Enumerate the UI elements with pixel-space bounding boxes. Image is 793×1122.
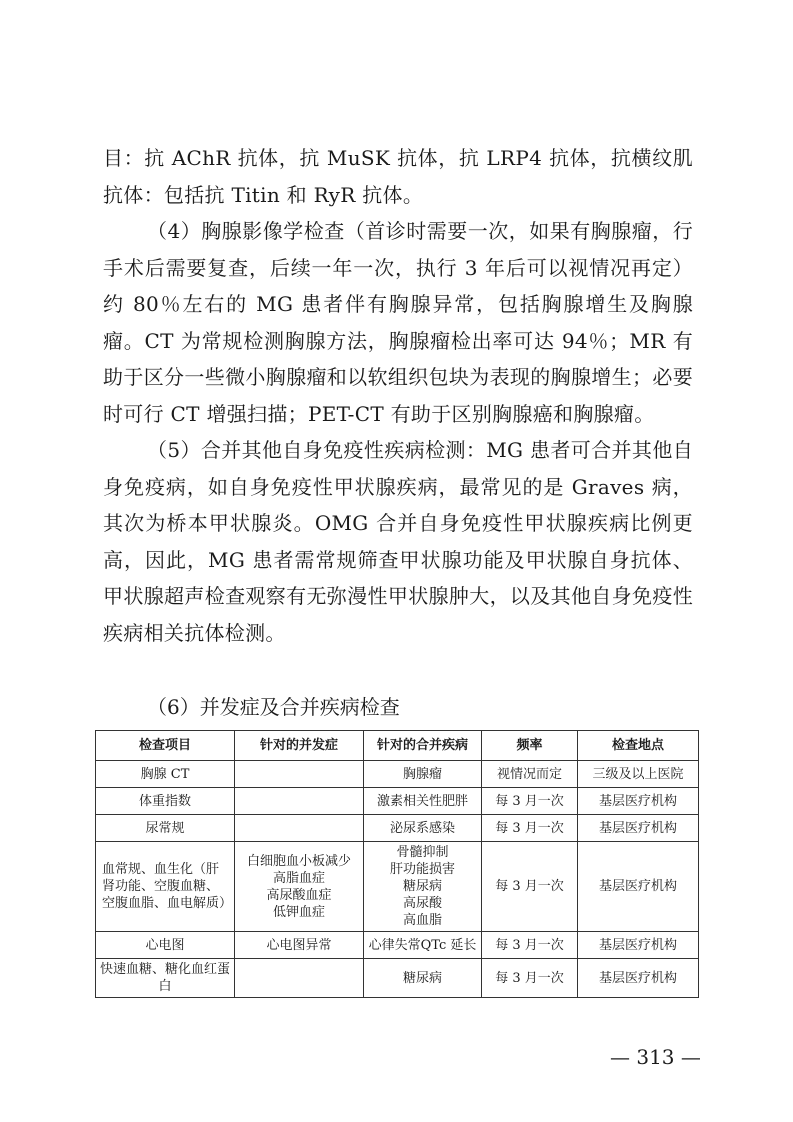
- table-row: [96, 932, 699, 959]
- paragraph-thymus-imaging: （4）胸腺影像学检查（首诊时需要一次，如果有胸腺瘤，行手术后需要复查，后续一年一次，执行 3 年后可以视情况再定）约 80％左右的 MG 患者伴有胸腺异常，包括胸腺增生及胸腺瘤。CT 为常规检测胸腺方法，胸腺瘤检出率可达 94％；MR 有助于区分一些微小胸腺瘤和以软组织包块为表现的胸腺增生；必要时可行 CT 增强扫描；PET-CT 有助于区别胸腺癌和胸腺瘤。: [103, 219, 693, 426]
- page-number: — 313 —: [610, 1045, 701, 1069]
- paragraph-autoimmune: （5）合并其他自身免疫性疾病检测：MG 患者可合并其他自身免疫病，如自身免疫性甲状腺疾病，最常见的是 Graves 病，其次为桥本甲状腺炎。OMG 合并自身免疫性甲状腺疾病比例更高，因此，MG 患者需常规筛查甲状腺功能及甲状腺自身抗体、甲状腺超声检查观察有无弥漫性甲状腺肿大，以及其他自身免疫性疾病相关抗体检测。: [103, 438, 693, 645]
- body-text: [103, 140, 693, 651]
- cell-frequency: 每 3 月一次: [482, 959, 578, 998]
- cell-complication: [235, 788, 364, 815]
- table-row: [96, 842, 699, 932]
- cell-exam-item: 血常规、血生化（肝肾功能、空腹血糖、空腹血脂、血电解质）: [96, 842, 235, 932]
- header-complication: 针对的并发症: [235, 731, 364, 761]
- cell-location: 基层医疗机构: [578, 815, 699, 842]
- cell-exam-item: 胸腺 CT: [96, 761, 235, 788]
- cell-location: 基层医疗机构: [578, 932, 699, 959]
- table-row: [96, 815, 699, 842]
- cell-comorbidity: 心律失常QTc 延长: [364, 932, 482, 959]
- cell-exam-item: 尿常规: [96, 815, 235, 842]
- header-comorbidity: 针对的合并疾病: [364, 731, 482, 761]
- cell-exam-item: 快速血糖、糖化血红蛋白: [96, 959, 235, 998]
- cell-comorbidity: 糖尿病: [364, 959, 482, 998]
- cell-exam-item: 心电图: [96, 932, 235, 959]
- cell-comorbidity: 泌尿系感染: [364, 815, 482, 842]
- cell-location: 基层医疗机构: [578, 788, 699, 815]
- header-exam-item: 检查项目: [96, 731, 235, 761]
- cell-location: 三级及以上医院: [578, 761, 699, 788]
- header-location: 检查地点: [578, 731, 699, 761]
- table-heading: （6）并发症及合并疾病检查: [147, 695, 400, 719]
- cell-complication: [235, 959, 364, 998]
- cell-comorbidity: 胸腺瘤: [364, 761, 482, 788]
- table-row: [96, 959, 699, 998]
- cell-exam-item: 体重指数: [96, 788, 235, 815]
- header-frequency: 频率: [482, 731, 578, 761]
- complication-exam-table: [95, 730, 699, 998]
- cell-complication: 心电图异常: [235, 932, 364, 959]
- table-header-row: [96, 731, 699, 761]
- cell-complication: 白细胞血小板减少 高脂血症 高尿酸血症 低钾血症: [235, 842, 364, 932]
- cell-frequency: 每 3 月一次: [482, 842, 578, 932]
- cell-frequency: 每 3 月一次: [482, 815, 578, 842]
- cell-location: 基层医疗机构: [578, 959, 699, 998]
- cell-frequency: 每 3 月一次: [482, 788, 578, 815]
- table-row: [96, 788, 699, 815]
- cell-comorbidity: 骨髓抑制 肝功能损害 糖尿病 高尿酸 高血脂: [364, 842, 482, 932]
- cell-comorbidity: 激素相关性肥胖: [364, 788, 482, 815]
- table-row: [96, 761, 699, 788]
- paragraph-antibodies: 目：抗 AChR 抗体，抗 MuSK 抗体，抗 LRP4 抗体，抗横纹肌抗体：包括抗 Titin 和 RyR 抗体。: [103, 146, 693, 207]
- cell-complication: [235, 761, 364, 788]
- cell-complication: [235, 815, 364, 842]
- cell-frequency: 每 3 月一次: [482, 932, 578, 959]
- cell-location: 基层医疗机构: [578, 842, 699, 932]
- cell-frequency: 视情况而定: [482, 761, 578, 788]
